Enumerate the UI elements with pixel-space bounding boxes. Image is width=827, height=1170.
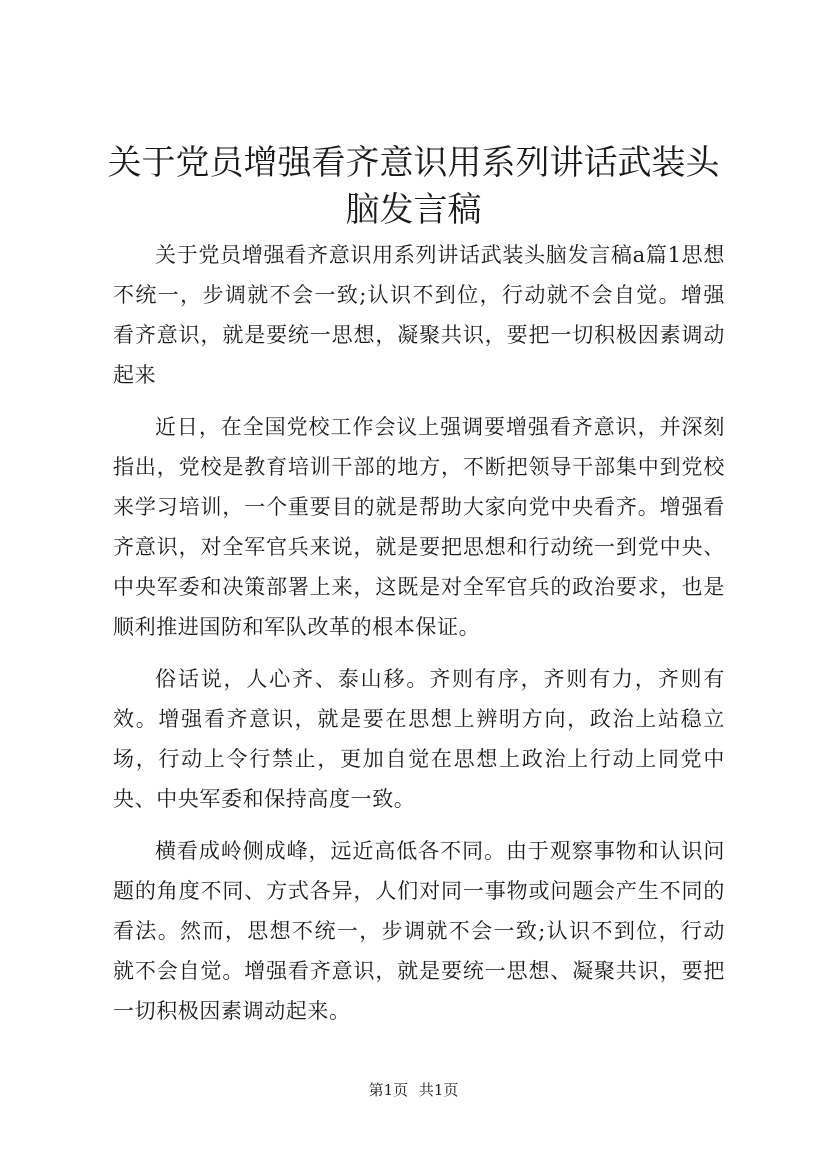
page-total: 共1页: [418, 1081, 459, 1099]
document-body: [113, 235, 725, 1031]
paragraph: 近日，在全国党校工作会议上强调要增强看齐意识，并深刻指出，党校是教育培训干部的地方，不断把领导干部集中到党校来学习培训，一个重要目的就是帮助大家向党中央看齐。增强看齐意识，对全军官兵来说，就是要把思想和行动统一到党中央、中央军委和决策部署上来，这既是对全军官兵的政治要求，也是顺利推进国防和军队改革的根本保证。: [113, 415, 725, 639]
page-footer: [0, 1080, 827, 1100]
paragraph: 关于党员增强看齐意识用系列讲话武装头脑发言稿a篇1思想不统一，步调就不会一致;认识不到位，行动就不会自觉。增强看齐意识，就是要统一思想，凝聚共识，要把一切积极因素调动起来: [113, 243, 725, 387]
paragraph: 俗话说，人心齐、泰山移。齐则有序，齐则有力，齐则有效。增强看齐意识，就是要在思想上辨明方向，政治上站稳立场，行动上令行禁止，更加自觉在思想上政治上行动上同党中央、中央军委和保持高度一致。: [113, 667, 725, 811]
page-number: 第1页: [368, 1081, 409, 1099]
paragraph: 横看成岭侧成峰，远近高低各不同。由于观察事物和认识问题的角度不同、方式各异，人们对同一事物或问题会产生不同的看法。然而，思想不统一，步调就不会一致;认识不到位，行动就不会自觉。增强看齐意识，就是要统一思想、凝聚共识，要把一切积极因素调动起来。: [113, 839, 725, 1023]
document-title: 关于党员增强看齐意识用系列讲话武装头脑发言稿: [107, 143, 720, 230]
